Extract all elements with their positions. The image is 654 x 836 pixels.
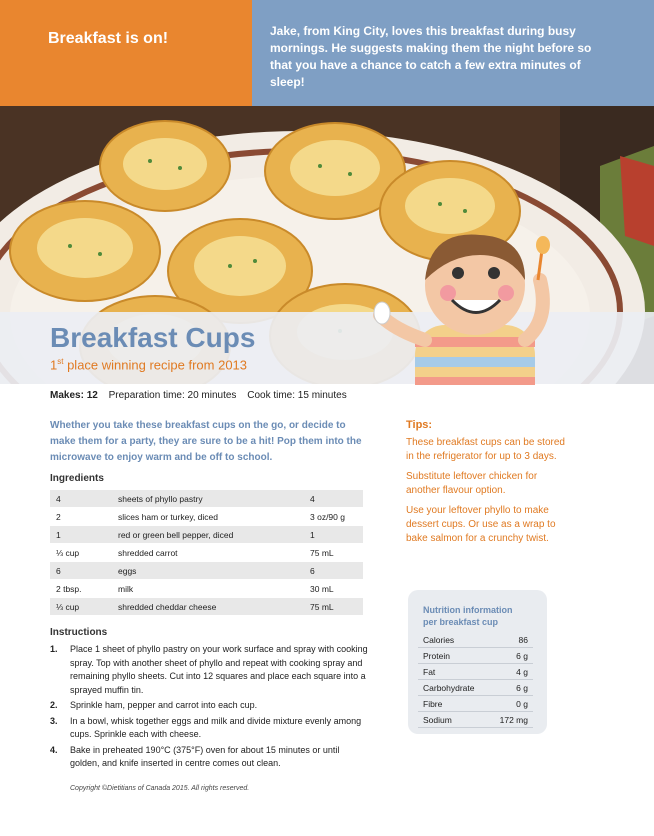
recipe-lead: Whether you take these breakfast cups on the go, or decide to make them for a party, they are sure to be a hit! Pop them into the microwave to enjoy warm and be off to school.: [50, 420, 362, 463]
ingredient-amount: 4: [50, 490, 112, 508]
header-banner-right: [252, 0, 654, 106]
subtitle-place-number: 1: [50, 357, 58, 373]
tip-item: Substitute leftover chicken for another flavour option.: [406, 471, 538, 496]
table-row: [418, 696, 533, 712]
copyright-notice: Copyright ©Dietitians of Canada 2015. All rights reserved.: [70, 785, 250, 792]
step-number: 1.: [50, 644, 58, 654]
ingredient-name: sheets of phyllo pastry: [112, 490, 304, 508]
nutrition-heading-line2: per breakfast cup: [423, 617, 499, 627]
tips-heading: Tips:: [406, 419, 433, 431]
nutrient-value: 6 g: [489, 648, 533, 664]
list-item: [50, 643, 370, 697]
subtitle-ordinal: st: [57, 357, 64, 366]
table-row: [418, 712, 533, 728]
step-text: Sprinkle ham, pepper and carrot into each cup.: [70, 700, 258, 710]
nutrition-heading: [423, 604, 513, 628]
nutrient-name: Protein: [418, 648, 489, 664]
table-row: [50, 526, 363, 544]
ingredient-amount: 6: [50, 562, 112, 580]
ingredient-amount: 2: [50, 508, 112, 526]
ingredient-amount: ⅓ cup: [50, 544, 112, 562]
nutrient-name: Fibre: [418, 696, 489, 712]
nutrient-name: Carbohydrate: [418, 680, 489, 696]
nutrient-value: 0 g: [489, 696, 533, 712]
ingredient-name: eggs: [112, 562, 304, 580]
table-row: [50, 580, 363, 598]
makes-value: 12: [86, 390, 98, 401]
nutrition-table: [418, 632, 533, 728]
ingredient-amount: 1: [50, 526, 112, 544]
nutrition-box: [408, 590, 547, 734]
subtitle-text: place winning recipe from 2013: [63, 357, 248, 373]
step-number: 3.: [50, 715, 58, 726]
instructions-heading: Instructions: [50, 627, 108, 638]
ingredient-metric: 3 oz/90 g: [304, 508, 363, 526]
ingredient-name: shredded cheddar cheese: [112, 598, 304, 616]
ingredient-metric: 75 mL: [304, 598, 363, 616]
header-intro-text: Jake, from King City, loves this breakfast during busy mornings. He suggests making them the night before so that you have a chance to catch a few extra minutes of sleep!: [270, 24, 592, 89]
ingredients-heading: Ingredients: [50, 473, 104, 484]
table-row: [50, 508, 363, 526]
table-row: [418, 632, 533, 648]
header-title: Breakfast is on!: [48, 30, 169, 47]
ingredient-metric: 1: [304, 526, 363, 544]
recipe-subtitle: [50, 357, 247, 372]
ingredient-metric: 4: [304, 490, 363, 508]
ingredient-amount: 2 tbsp.: [50, 580, 112, 598]
step-number: 4.: [50, 744, 58, 755]
ingredient-name: milk: [112, 580, 304, 598]
list-item: [50, 744, 370, 771]
table-row: [418, 664, 533, 680]
makes-label: Makes:: [50, 390, 84, 401]
step-text: Place 1 sheet of phyllo pastry on your work surface and spray with cooking spray. Top with another sheet of phyllo and repeat with cooking spray and remaining phyllo sheets. Cut into 12 squares and place each square into a sprayed muffin tin.: [70, 644, 368, 695]
step-text: Bake in preheated 190°C (375°F) oven for about 15 minutes or until golden, and knife inserted in centre comes out clean.: [70, 744, 340, 768]
list-item: [50, 715, 370, 742]
ingredient-metric: 30 mL: [304, 580, 363, 598]
table-row: [50, 598, 363, 616]
nutrient-name: Calories: [418, 632, 489, 648]
nutrient-value: 172 mg: [489, 712, 533, 728]
tip-item: Use your leftover phyllo to make dessert cups. Or use as a wrap to bake salmon for a crunchy twist.: [406, 505, 556, 544]
nutrient-name: Fat: [418, 664, 489, 680]
table-row: [50, 562, 363, 580]
recipe-title: Breakfast Cups: [50, 322, 256, 353]
nutrient-value: 6 g: [489, 680, 533, 696]
nutrient-name: Sodium: [418, 712, 489, 728]
ingredients-table: [50, 490, 363, 616]
ingredient-name: shredded carrot: [112, 544, 304, 562]
instructions-list: [50, 643, 370, 773]
nutrient-value: 4 g: [489, 664, 533, 680]
step-text: In a bowl, whisk together eggs and milk and divide mixture evenly among cups. Sprinkle each with cheese.: [70, 715, 362, 739]
ingredient-amount: ⅓ cup: [50, 598, 112, 616]
ingredient-metric: 6: [304, 562, 363, 580]
nutrient-value: 86: [489, 632, 533, 648]
cook-time: Cook time: 15 minutes: [247, 390, 347, 401]
nutrition-heading-line1: Nutrition information: [423, 605, 513, 615]
recipe-meta: [50, 390, 347, 401]
header-banner-left: [0, 0, 252, 106]
table-row: [418, 680, 533, 696]
ingredient-name: red or green bell pepper, diced: [112, 526, 304, 544]
ingredient-metric: 75 mL: [304, 544, 363, 562]
smiling-boy-mascot-icon: [370, 225, 570, 385]
table-row: [50, 544, 363, 562]
tip-item: These breakfast cups can be stored in the refrigerator for up to 3 days.: [406, 437, 565, 462]
prep-time: Preparation time: 20 minutes: [108, 390, 237, 401]
tips-box: [406, 418, 566, 552]
list-item: [50, 699, 370, 713]
table-row: [50, 490, 363, 508]
step-number: 2.: [50, 700, 58, 710]
ingredient-name: slices ham or turkey, diced: [112, 508, 304, 526]
table-row: [418, 648, 533, 664]
